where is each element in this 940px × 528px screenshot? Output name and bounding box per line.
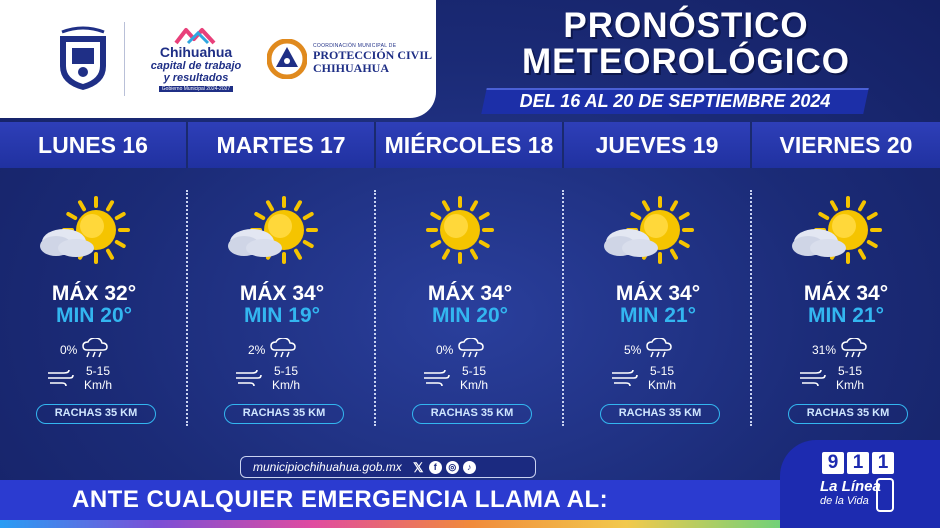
government-period: Gobierno Municipal 2024-2027 [159,86,233,92]
linea-de-la-vida [820,480,881,508]
max-temp: MÁX 32° [51,282,137,305]
wind-icon [422,368,450,389]
rain-cloud-icon [453,338,485,361]
wind-info [610,364,676,392]
rain-cloud-icon [265,338,297,361]
digit: 1 [872,452,894,474]
rain-percent: 0% [60,342,78,357]
proteccion-civil-logo [267,39,432,79]
digit: 9 [822,452,844,474]
tiktok-icon[interactable]: ♪ [463,461,476,474]
min-temp: MIN 20° [431,304,509,327]
gust-badge: RACHAS 35 KM [788,404,908,424]
day-label: MARTES 17 [188,122,376,168]
wind-speed: 5-15 [461,364,487,378]
day-label: MIÉRCOLES 18 [376,122,564,168]
logo-card [0,0,436,118]
date-range: DEL 16 AL 20 DE SEPTIEMBRE 2024 [519,91,831,111]
wind-info [234,364,300,392]
title-line-2: METEOROLÓGICO [522,42,850,81]
wind-unit: Km/h [460,378,489,392]
wind-info [46,364,112,392]
social-icons [412,461,476,474]
forecast-column [0,168,188,436]
wind-speed: 5-15 [85,364,111,378]
min-temp: MIN 21° [807,304,885,327]
wind-icon [798,368,826,389]
max-temp: MÁX 34° [427,282,513,305]
day-label: JUEVES 19 [564,122,752,168]
wind-info [798,364,864,392]
forecast-column [752,168,940,436]
rain-chance [436,338,485,361]
wind-info [422,364,488,392]
rain-chance [624,338,673,361]
linea-title: La Línea [820,478,881,495]
pc-title: PROTECCIÓN CIVIL [313,48,433,62]
rain-chance [812,338,868,361]
max-temp: MÁX 34° [239,282,325,305]
chihuahua-logo [137,27,255,92]
sun-cloud-icon [598,194,698,274]
pc-subtitle: COORDINACIÓN MUNICIPAL DE [313,43,397,49]
page-title [472,8,900,80]
pc-city: CHIHUAHUA [313,61,390,75]
city-slogan-1: capital de trabajo [150,59,242,72]
gust-badge: RACHAS 35 KM [224,404,344,424]
rain-cloud-icon [77,338,109,361]
sun-cloud-icon [222,194,322,274]
forecast-column [376,168,564,436]
facebook-icon[interactable]: f [429,461,442,474]
rain-cloud-icon [836,338,868,361]
rain-percent: 31% [812,342,837,357]
rain-percent: 5% [624,342,642,357]
divider [124,22,125,96]
gust-badge: RACHAS 35 KM [600,404,720,424]
emergency-text: ANTE CUALQUIER EMERGENCIA LLAMA AL: [72,486,609,513]
wind-speed: 5-15 [649,364,675,378]
wind-icon [610,368,638,389]
forecast-columns [0,168,940,436]
forecast-column [188,168,376,436]
rain-cloud-icon [641,338,673,361]
title-line-1: PRONÓSTICO [563,6,809,45]
min-temp: MIN 19° [243,304,321,327]
wind-unit: Km/h [84,378,113,392]
wind-icon [46,368,74,389]
website-url[interactable]: municipiochihuahua.gob.mx [253,460,402,474]
mountain-mark-icon [174,27,218,45]
wind-unit: Km/h [836,378,865,392]
digit: 1 [847,452,869,474]
gust-badge: RACHAS 35 KM [412,404,532,424]
day-label: LUNES 16 [0,122,188,168]
city-slogan-2: y resultados [163,71,229,84]
emergency-banner [0,480,780,520]
min-temp: MIN 20° [55,304,133,327]
linea-subtitle: de la Vida [820,495,869,507]
day-header-bar [0,122,940,168]
wind-speed: 5-15 [837,364,863,378]
rain-chance [248,338,297,361]
max-temp: MÁX 34° [803,282,889,305]
city-name: Chihuahua [159,43,233,60]
max-temp: MÁX 34° [615,282,701,305]
rain-percent: 2% [248,342,266,357]
x-icon[interactable]: 𝕏 [413,459,424,475]
rain-percent: 0% [436,342,454,357]
sun-cloud-icon [786,194,886,274]
website-bar[interactable] [240,456,536,478]
instagram-icon[interactable]: ◎ [446,461,459,474]
emergency-number [822,452,894,474]
day-label: VIERNES 20 [752,122,940,168]
city-seal-logo [52,26,114,92]
wind-unit: Km/h [272,378,301,392]
min-temp: MIN 21° [619,304,697,327]
sun-cloud-icon [34,194,134,274]
sun-icon [410,194,510,274]
gust-badge: RACHAS 35 KM [36,404,156,424]
forecast-column [564,168,752,436]
phone-icon [876,478,894,512]
wind-speed: 5-15 [273,364,299,378]
wind-icon [234,368,262,389]
civil-protection-emblem-icon [267,39,307,79]
rain-chance [60,338,109,361]
wind-unit: Km/h [648,378,677,392]
